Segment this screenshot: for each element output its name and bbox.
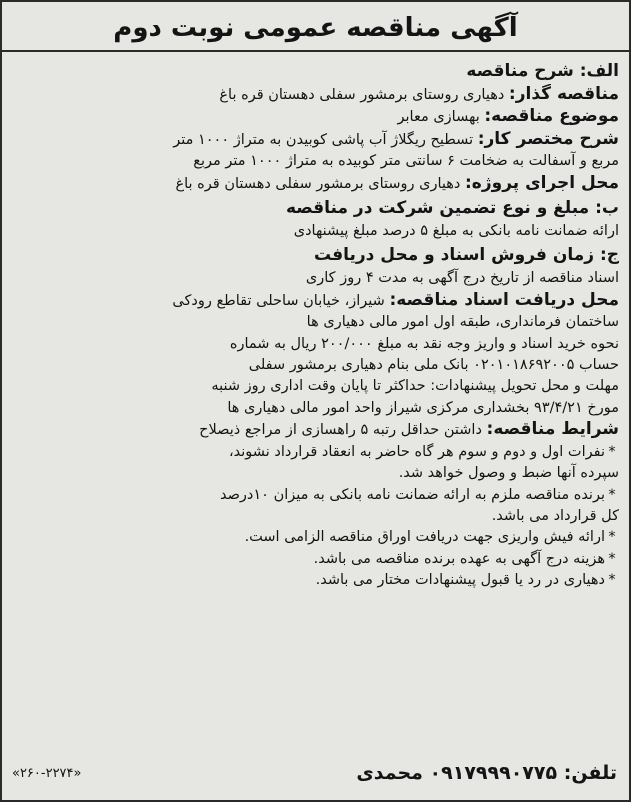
bullet-5 [12, 570, 619, 591]
bullet-asterisk-icon: * [608, 486, 616, 503]
purchase-line-2: حساب ۰۲۰۱۰۱۸۶۹۲۰۰۵ بانک ملی بنام دهیاری برمشور سفلی [248, 357, 619, 374]
bullet-3-text: ارائه فیش واریزی جهت دریافت اوراق مناقصه الزامی است. [244, 529, 605, 546]
conditions-value: داشتن حداقل رتبه ۵ راهسازی از مراجع ذیصلاح [199, 422, 487, 439]
bullet-asterisk-icon: * [608, 443, 616, 460]
brief-line-1: تسطیح ریگلاژ آب پاشی کوبیدن به متراژ ۱۰۰۰ متر [173, 131, 478, 148]
bullet-4 [12, 549, 619, 570]
project-location-label: محل اجرای پروژه: [465, 172, 619, 193]
bullet-asterisk-icon: * [608, 572, 616, 589]
project-location-value: دهیاری روستای برمشور سفلی دهستان قره باغ [175, 175, 465, 192]
docs-place-row [12, 290, 619, 312]
tender-giver-row [12, 84, 619, 106]
brief-line-2: مربع و آسفالت به ضخامت ۶ سانتی متر کوبیده به متراژ ۱۰۰۰ متر مربع [193, 153, 619, 170]
docs-place-line-1: شیراز، خیابان ساحلی تقاطع رودکی [172, 292, 390, 309]
docs-place-line-2: ساختمان فرمانداری، طبقه اول امور مالی دهیاری ها [306, 314, 619, 331]
bullet-2-text: برنده مناقصه ملزم به ارائه ضمانت نامه بانکی به میزان ۱۰درصد [220, 486, 605, 503]
phone-label: تلفن: [563, 762, 617, 784]
docs-time: اسناد مناقصه از تاریخ درج آگهی به مدت ۴ روز کاری [305, 270, 619, 287]
tender-giver-value: دهیاری روستای برمشور سفلی دهستان قره باغ [219, 87, 509, 103]
tender-subject-row [12, 106, 619, 128]
bullet-4-text: هزینه درج آگهی به عهده برنده مناقصه می باشد. [313, 550, 605, 567]
footer [12, 758, 617, 788]
bullet-3 [12, 527, 619, 548]
phone-row [356, 762, 617, 784]
conditions-label: شرایط مناقصه: [486, 419, 619, 440]
tender-subject-label: موضوع مناقصه: [484, 106, 619, 127]
purchase-line-1: نحوه خرید اسناد و واریز وجه نقد به مبلغ ۲۰۰/۰۰۰ ریال به شماره [229, 335, 619, 352]
bullet-asterisk-icon: * [608, 550, 616, 567]
brief-label: شرح مختصر کار: [477, 128, 619, 149]
bullet-2-line-1 [12, 485, 619, 506]
docs-place-label: محل دریافت اسناد مناقصه: [389, 289, 619, 310]
bullet-1-line-1 [12, 442, 619, 463]
section-c-heading: ج: زمان فروش اسناد و محل دریافت [313, 245, 619, 266]
bullet-1-line-2: سپرده آنها ضبط و وصول خواهد شد. [398, 465, 619, 482]
notice-title: آگهی مناقصه عمومی نوبت دوم [2, 8, 629, 52]
bullet-asterisk-icon: * [608, 529, 616, 546]
deadline-line-1: مهلت و محل تحویل پیشنهادات: حداکثر تا پایان وقت اداری روز شنبه [211, 378, 619, 395]
deadline-line-2: مورخ ۹۳/۴/۲۱ بخشداری مرکزی شیراز واحد امور مالی دهیاری ها [227, 399, 619, 416]
tender-subject-value: بهسازی معابر [397, 109, 485, 126]
section-b-heading: ب: مبلغ و نوع تضمین شرکت در مناقصه [285, 198, 619, 219]
guarantee-text: ارائه ضمانت نامه بانکی به مبلغ ۵ درصد مبلغ پیشنهادی [293, 223, 619, 240]
project-location-row [12, 173, 619, 195]
bullet-5-text: دهیاری در رد یا قبول پیشنهادات مختار می باشد. [315, 572, 605, 589]
brief-row [12, 129, 619, 151]
section-a-heading: الف: شرح مناقصه [466, 61, 619, 81]
bullet-1-text: نفرات اول و دوم و سوم هر گاه حاضر به انعقاد قرارداد نشوند، [228, 443, 605, 460]
phone-number: ۰۹۱۷۹۹۹۰۷۷۵ محمدی [356, 762, 564, 784]
ad-code: «۲۶۰-۲۲۷۴» [12, 765, 82, 781]
bullet-2-line-2: کل قرارداد می باشد. [491, 507, 619, 524]
conditions-row [12, 419, 619, 441]
tender-giver-label: مناقصه گذار: [508, 84, 619, 104]
